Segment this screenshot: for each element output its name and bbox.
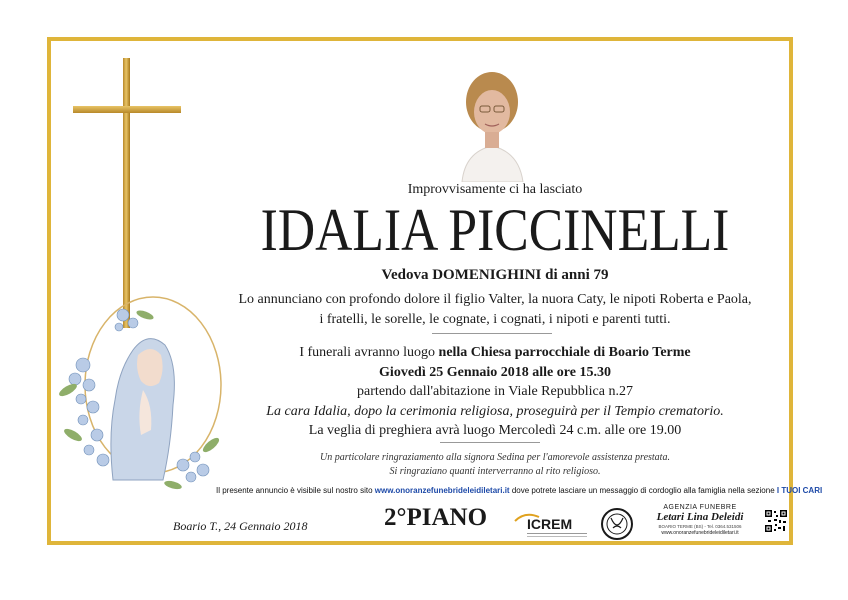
icrem-logo — [513, 507, 595, 541]
funeral-line — [190, 343, 800, 363]
qr-code-icon[interactable] — [764, 509, 788, 533]
notice-prefix: Il presente annuncio è visibile sul nostro sito — [216, 486, 375, 495]
deceased-name: IDALIA PICCINELLI — [260, 197, 730, 263]
website-link[interactable]: www.onoranzefunebrideleidiletari.it — [374, 486, 510, 495]
agency-contact: BOARIO TERME (BS) - Tel. 0364.531506 — [658, 524, 742, 529]
section-link[interactable]: I TUOI CARI — [776, 486, 823, 495]
place-date: Boario T., 24 Gennaio 2018 — [173, 519, 308, 533]
funeral-place: nella Chiesa parrocchiale di Boario Terme — [438, 345, 691, 360]
agency-block — [640, 504, 760, 537]
divider — [432, 333, 552, 334]
funeral-line: La veglia di preghiera avrà luogo Mercoledì 24 c.m. alle ore 19.00 — [308, 423, 682, 438]
subtitle: Vedova DOMENIGHINI di anni 79 — [381, 267, 609, 283]
agency-name: Letari Lina Deleidi — [656, 511, 744, 523]
announcement-line: i fratelli, le sorelle, le cognate, i cognati, i nipoti e parenti tutti. — [319, 312, 671, 327]
agency-emblem-icon — [599, 506, 635, 542]
agency-title: AGENZIA FUNEBRE — [663, 504, 737, 511]
announcement-line: Lo annunciano con profondo dolore il figlio Valter, la nuora Caty, le nipoti Roberta e Paola, — [238, 292, 752, 307]
divider — [440, 442, 540, 443]
thanks-line: Un particolare ringraziamento alla signora Sedina per l'amorevole assistenza prestata. — [320, 452, 670, 463]
website-notice — [216, 486, 823, 495]
thanks-line: Si ringraziano quanti interverranno al rito religioso. — [389, 466, 601, 477]
deceased-portrait — [447, 64, 537, 182]
announcement — [190, 290, 800, 330]
notice-middle: dove potrete lasciare un messaggio di cordoglio alla famiglia nella sezione — [509, 486, 777, 495]
funeral-line-prefix: I funerali avranno luogo — [299, 345, 439, 360]
funeral-date: Giovedì 25 Gennaio 2018 alle ore 15.30 — [379, 364, 611, 380]
thanks-text — [190, 451, 800, 479]
funeral-line: La cara Idalia, dopo la cerimonia religiosa, proseguirà per il Tempio crematorio. — [266, 403, 724, 419]
intro-text: Improvvisamente ci ha lasciato — [407, 182, 583, 197]
cross-bar — [73, 106, 181, 113]
floor-label: 2°PIANO — [384, 504, 488, 531]
agency-website[interactable]: www.onoranzefunebrideleidiletari.it — [661, 530, 739, 536]
funeral-info — [190, 343, 800, 441]
icrem-logo-text: ICREM — [527, 516, 573, 532]
funeral-line: partendo dall'abitazione in Viale Repubblica n.27 — [357, 384, 633, 399]
cross-icon — [123, 58, 130, 328]
